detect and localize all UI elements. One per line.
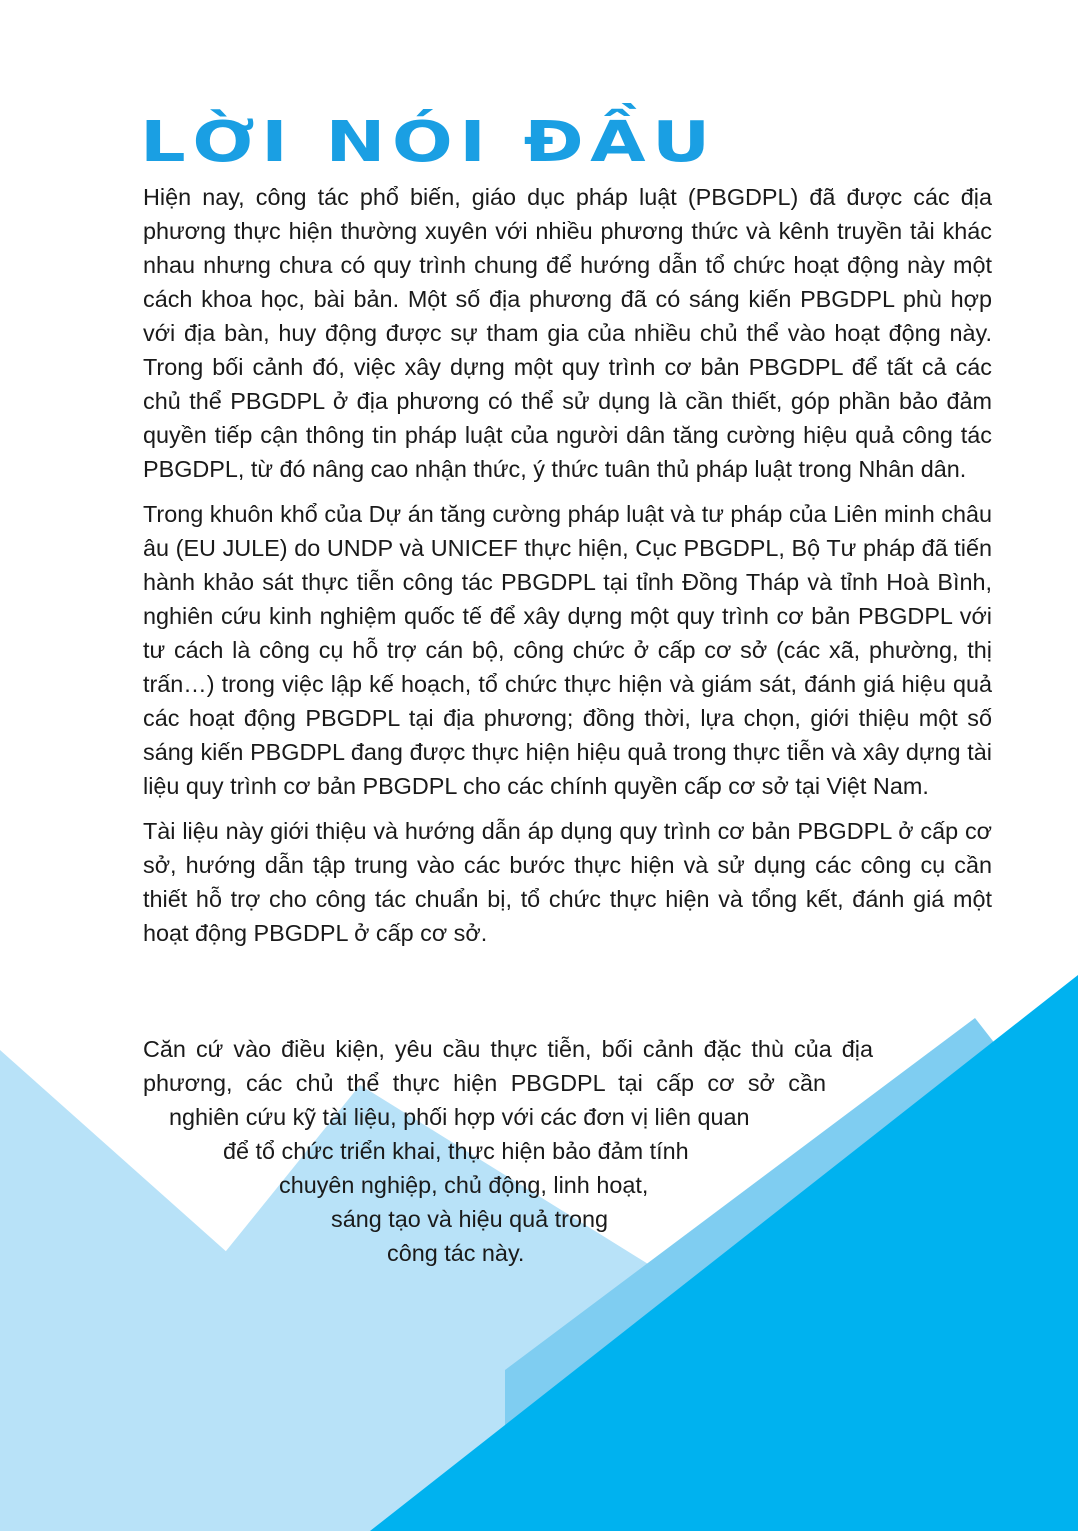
- closing-paragraph: [143, 1032, 883, 1270]
- closing-line: nghiên cứu kỹ tài liệu, phối hợp với các đơn vị liên quan: [169, 1104, 750, 1130]
- paragraph-3: Tài liệu này giới thiệu và hướng dẫn áp dụng quy trình cơ bản PBGDPL ở cấp cơ sở, hướng dẫn tập trung vào các bước thực hiện và sử dụng các công cụ cần thiết hỗ trợ cho công tác chuẩn bị, tổ chức thực hiện và tổng kết, đánh giá một hoạt động PBGDPL ở cấp cơ sở.: [143, 818, 992, 946]
- paragraph-1: Hiện nay, công tác phổ biến, giáo dục pháp luật (PBGDPL) đã được các địa phương thực hiện thường xuyên với nhiều phương thức và kênh truyền tải khác nhau nhưng chưa có quy trình chung để hướng dẫn tổ chức hoạt động này một cách khoa học, bài bản. Một số địa phương đã có sáng kiến PBGDPL phù hợp với địa bàn, huy động được sự tham gia của nhiều chủ thể vào hoạt động này. Trong bối cảnh đó, việc xây dựng một quy trình cơ bản PBGDPL để tất cả các chủ thể PBGDPL ở địa phương có thể sử dụng là cần thiết, góp phần bảo đảm quyền tiếp cận thông tin pháp luật của người dân tăng cường hiệu quả công tác PBGDPL, từ đó nâng cao nhận thức, ý thức tuân thủ pháp luật trong Nhân dân.: [143, 184, 992, 482]
- page-title: LỜI NÓI ĐẦU: [140, 110, 717, 175]
- closing-line: chuyên nghiệp, chủ động, linh hoạt,: [279, 1172, 649, 1198]
- closing-line: phương, các chủ thể thực hiện PBGDPL tại cấp cơ sở cần: [143, 1070, 826, 1096]
- closing-line: để tổ chức triển khai, thực hiện bảo đảm tính: [223, 1138, 689, 1164]
- closing-line: sáng tạo và hiệu quả trong: [331, 1206, 608, 1232]
- closing-line: công tác này.: [387, 1240, 525, 1266]
- closing-line: Căn cứ vào điều kiện, yêu cầu thực tiễn, bối cảnh đặc thù của địa: [143, 1036, 873, 1062]
- paragraph-2: Trong khuôn khổ của Dự án tăng cường pháp luật và tư pháp của Liên minh châu âu (EU JULE) do UNDP và UNICEF thực hiện, Cục PBGDPL, Bộ Tư pháp đã tiến hành khảo sát thực tiễn công tác PBGDPL tại tỉnh Đồng Tháp và tỉnh Hoà Bình, nghiên cứu kinh nghiệm quốc tế để xây dựng một quy trình cơ bản PBGDPL với tư cách là công cụ hỗ trợ cán bộ, công chức ở cấp cơ sở (các xã, phường, thị trấn…) trong việc lập kế hoạch, tổ chức thực hiện và giám sát, đánh giá hiệu quả các hoạt động PBGDPL tại địa phương; đồng thời, lựa chọn, giới thiệu một số sáng kiến PBGDPL đang được thực hiện hiệu quả trong thực tiễn và xây dựng tài liệu quy trình cơ bản PBGDPL cho các chính quyền cấp cơ sở tại Việt Nam.: [143, 501, 992, 799]
- preface-body: [143, 180, 992, 961]
